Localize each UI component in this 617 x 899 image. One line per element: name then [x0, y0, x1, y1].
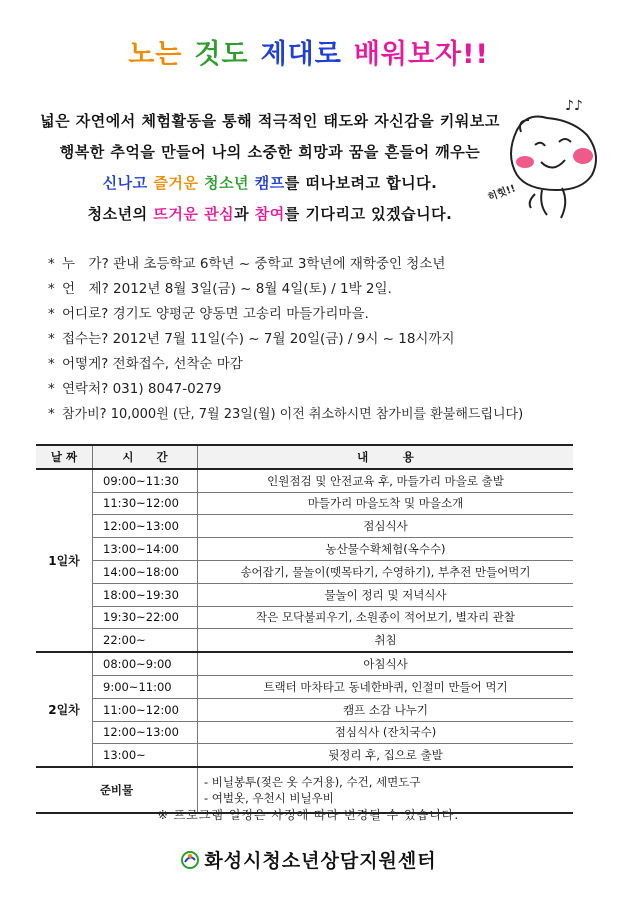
info-registration-text: 접수는? 2012년 7월 11일(수) ~ 7월 20일(금) / 9시 ~ 18시까지: [62, 331, 455, 347]
intro-word-youth: 청소년: [204, 174, 250, 192]
schedule-table: [36, 444, 573, 814]
row-activity: 점심식사: [198, 515, 574, 538]
event-info-list: [48, 252, 608, 427]
row-activity: 트랙터 마차타고 동네한바퀴, 인절미 만들어 먹기: [198, 675, 574, 698]
title-part-4: 배워보자!!: [353, 39, 489, 70]
row-activity: 송어잡기, 물놀이(뗏목타기, 수영하기), 부추전 만들어먹기: [198, 560, 574, 583]
intro-word-youths: 청소년의: [87, 205, 148, 223]
table-row: [36, 652, 573, 675]
table-row: [36, 721, 573, 744]
schedule-change-note: ※ 프로그램 일정은 사정에 따라 변경될 수 있습니다.: [157, 808, 460, 822]
intro-word-interest: 관심: [204, 205, 235, 223]
organization-footer: [0, 846, 617, 875]
table-row: [36, 744, 573, 767]
intro-line-4-rest: 를 기다리고 있겠습니다.: [284, 205, 453, 223]
info-when-text: 언 제? 2012년 8월 3일(금) ~ 8월 4일(토) / 1박 2일.: [62, 281, 392, 297]
row-time: 13:00~14:00: [93, 538, 198, 561]
row-time: 13:00~: [93, 744, 198, 767]
bullet-star-icon: *: [48, 281, 55, 297]
mascot-caption: 히힛!!: [486, 183, 518, 204]
header-content: 내 용: [198, 445, 574, 469]
svg-text:♪♪: ♪♪: [565, 98, 583, 114]
header-date: 날 짜: [36, 445, 93, 469]
header-time: 시 간: [93, 445, 198, 469]
title-part-1: 노는: [128, 39, 183, 70]
intro-line-1: 넓은 자연에서 체험활동을 통해 적극적인 태도와 자신감을 키워보고: [40, 112, 500, 130]
row-time: 12:00~13:00: [93, 515, 198, 538]
center-logo-icon: [180, 850, 200, 875]
table-row: [36, 675, 573, 698]
day2-label: 2일차: [36, 652, 93, 767]
info-registration: [48, 327, 608, 352]
supplies-line-2: - 여벌옷, 우천시 비닐우비: [204, 791, 334, 806]
page-title: [0, 32, 617, 71]
row-activity: 캠프 소감 나누기: [198, 698, 574, 721]
info-contact: [48, 377, 608, 402]
row-activity: 뒷정리 후, 집으로 출발: [198, 744, 574, 767]
intro-text: [0, 106, 540, 230]
table-row: [36, 560, 573, 583]
intro-word-fun: 신나고: [102, 174, 148, 192]
table-row: [36, 469, 573, 492]
info-how: [48, 352, 608, 377]
intro-line-3: [0, 168, 540, 199]
row-time: 14:00~18:00: [93, 560, 198, 583]
row-time: 19:30~22:00: [93, 606, 198, 629]
info-where: [48, 302, 608, 327]
bullet-star-icon: *: [48, 381, 55, 397]
info-where-text: 어디로? 경기도 양평군 양동면 고송리 마들가리마을.: [62, 306, 369, 322]
schedule-header-row: [36, 445, 573, 469]
title-part-3: 제대로: [260, 39, 342, 70]
info-how-text: 어떻게? 전화접수, 선착순 마감: [62, 356, 243, 372]
intro-line-3-rest: 를 떠나보려고 합니다.: [284, 174, 438, 192]
table-row: [36, 583, 573, 606]
intro-word-and: 과: [234, 205, 250, 223]
info-who: [48, 252, 608, 277]
table-row: [36, 515, 573, 538]
bullet-star-icon: *: [48, 306, 55, 322]
supplies-line-1: - 비닐봉투(젖은 옷 수거용), 수건, 세면도구: [204, 775, 421, 790]
bullet-star-icon: *: [48, 331, 55, 347]
info-fee-text: 참가비? 10,000원 (단, 7월 23일(월) 이전 취소하시면 참가비를 환불해드립니다): [62, 407, 524, 422]
row-activity: 인원점검 및 안전교육 후, 마들가리 마을로 출발: [198, 469, 574, 492]
row-time: 12:00~13:00: [93, 721, 198, 744]
row-activity: 취침: [198, 629, 574, 652]
bullet-star-icon: *: [48, 356, 55, 372]
day1-label: 1일차: [36, 469, 93, 652]
row-time: 22:00~: [93, 629, 198, 652]
intro-line-4: [0, 199, 540, 230]
supplies-label: 준비물: [36, 767, 198, 813]
organization-name: 화성시청소년상담지원센터: [204, 850, 437, 872]
row-activity: 점심식사 (잔치국수): [198, 721, 574, 744]
row-time: 18:00~19:30: [93, 583, 198, 606]
info-fee: [48, 402, 608, 427]
row-time: 11:30~12:00: [93, 492, 198, 515]
row-activity: 물놀이 정리 및 저녁식사: [198, 583, 574, 606]
row-activity: 작은 모닥불피우기, 소원종이 적어보기, 별자리 관찰: [198, 606, 574, 629]
intro-line-2: 행복한 추억을 만들어 나의 소중한 희망과 꿈을 흔들어 깨우는: [59, 143, 481, 161]
intro-word-participation: 참여: [254, 205, 285, 223]
table-row: [36, 698, 573, 721]
intro-word-hot: 뜨거운: [153, 205, 199, 223]
bullet-star-icon: *: [48, 256, 55, 272]
row-activity: 마들가리 마을도착 및 마을소개: [198, 492, 574, 515]
row-time: 9:00~11:00: [93, 675, 198, 698]
info-when: [48, 277, 608, 302]
title-part-2: 것도: [194, 39, 249, 70]
table-row: [36, 538, 573, 561]
row-time: 11:00~12:00: [93, 698, 198, 721]
bullet-star-icon: *: [48, 406, 55, 422]
table-row: [36, 606, 573, 629]
mascot-illustration: [487, 90, 607, 230]
row-activity: 농산물수확체험(옥수수): [198, 538, 574, 561]
mascot-drawing: [487, 90, 607, 230]
info-who-text: 누 가? 관내 초등학교 6학년 ~ 중학교 3학년에 재학중인 청소년: [62, 256, 446, 272]
intro-word-joyful: 즐거운: [153, 174, 199, 192]
table-row: [36, 492, 573, 515]
row-time: 09:00~11:30: [93, 469, 198, 492]
table-row: [36, 629, 573, 652]
intro-word-camp: 캠프: [254, 174, 285, 192]
row-activity: 아침식사: [198, 652, 574, 675]
row-time: 08:00~9:00: [93, 652, 198, 675]
info-contact-text: 연락처? 031) 8047-0279: [62, 381, 222, 397]
